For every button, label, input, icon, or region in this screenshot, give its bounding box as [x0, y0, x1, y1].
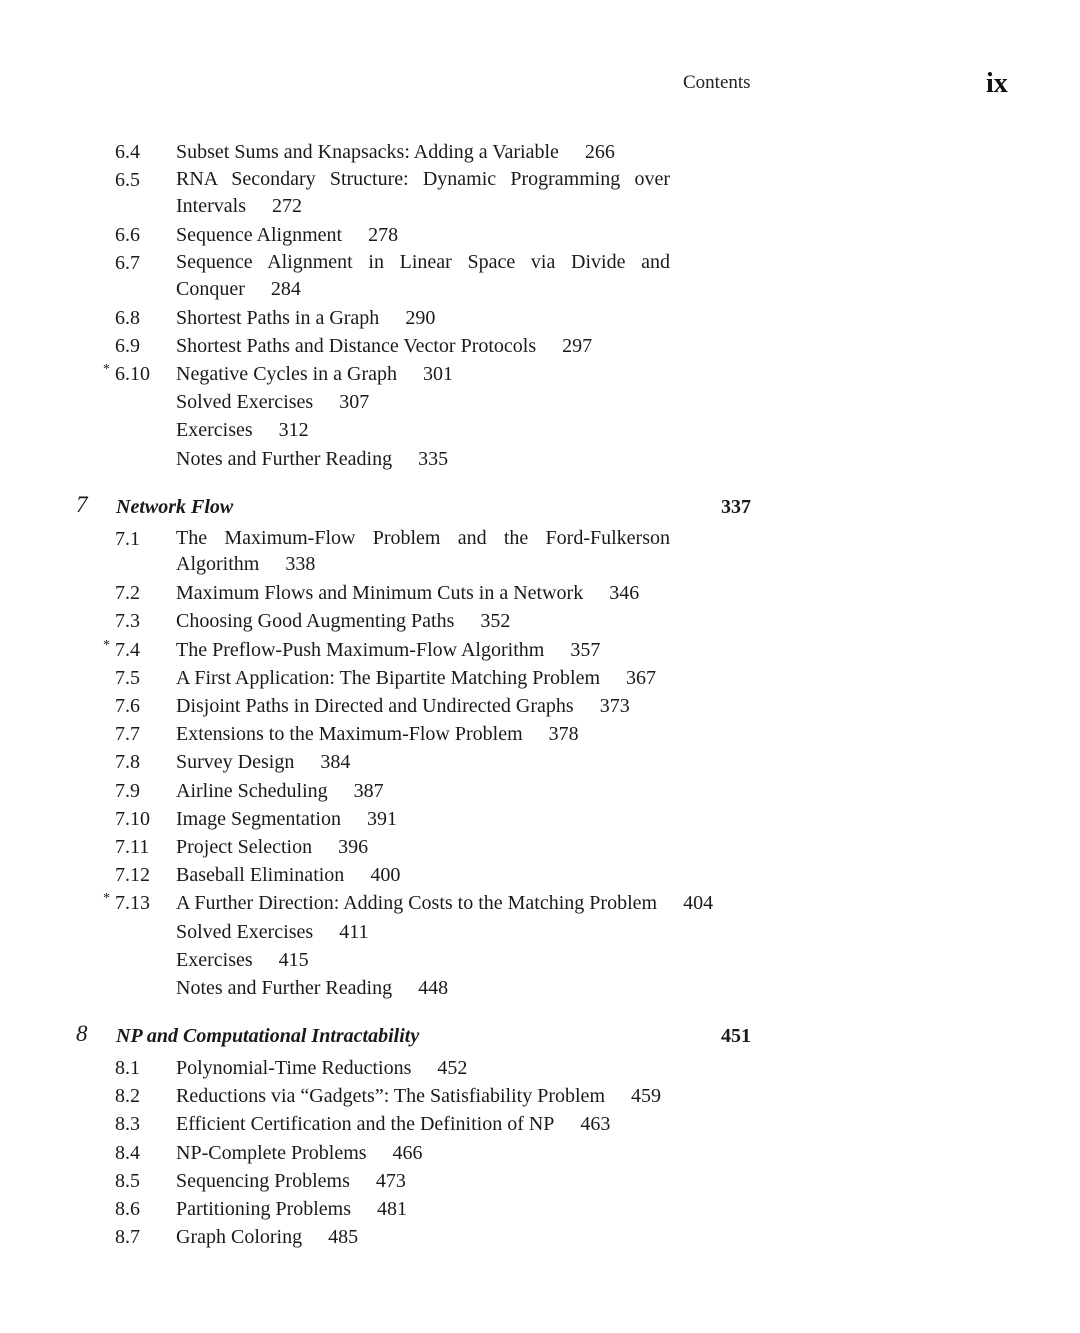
toc-entry[interactable]: [0, 249, 1080, 304]
section-number: 8.5: [115, 1169, 140, 1192]
chapter-number: 8: [76, 1021, 88, 1047]
section-page: 411: [339, 920, 369, 943]
section-title: Baseball Elimination: [176, 864, 345, 887]
toc-entry[interactable]: [0, 388, 1080, 416]
section-title-wrap: [176, 304, 435, 332]
section-title-wrap: [176, 579, 639, 607]
toc-entry[interactable]: [0, 1054, 1080, 1082]
toc-entry[interactable]: [0, 304, 1080, 332]
section-title-wrap: [176, 1054, 467, 1082]
section-number: 7.8: [115, 751, 140, 774]
section-title: Notes and Further Reading: [176, 976, 393, 999]
section-page: 352: [480, 610, 511, 633]
section-title-wrap: [176, 138, 615, 166]
section-title: Project Selection: [176, 835, 313, 858]
section-page: 338: [285, 553, 316, 576]
section-title: The Maximum-Flow Problem and the Ford-Fulkerson Algorithm: [176, 526, 670, 576]
section-title: Partitioning Problems: [176, 1198, 351, 1221]
section-page: 485: [328, 1226, 359, 1249]
section-title: Shortest Paths and Distance Vector Protocols: [176, 334, 537, 357]
section-number: 6.4: [115, 141, 140, 163]
section-number: 7.1: [115, 527, 140, 550]
section-title-wrap: [176, 1167, 406, 1195]
page-number: ix: [986, 68, 1008, 99]
section-title-wrap: [176, 221, 398, 249]
section-title: Efficient Certification and the Definition of NP: [176, 1113, 555, 1136]
toc-entry[interactable]: [0, 1139, 1080, 1167]
section-number: 7.3: [115, 610, 140, 633]
section-title-wrap: [176, 664, 656, 692]
toc-entry[interactable]: [0, 692, 1080, 720]
section-page: 290: [405, 306, 436, 329]
section-title-wrap: [176, 692, 630, 720]
optional-section-marker: *: [103, 361, 110, 377]
section-number: 7.4: [115, 638, 140, 661]
section-number: 8.4: [115, 1141, 140, 1164]
section-title: Image Segmentation: [176, 807, 341, 830]
section-title: Choosing Good Augmenting Paths: [176, 610, 455, 633]
section-title-wrap: [176, 1082, 661, 1110]
section-title: Exercises: [176, 419, 253, 442]
section-title: RNA Secondary Structure: Dynamic Programming over Intervals: [176, 168, 670, 217]
section-title-wrap: [176, 777, 384, 805]
chapter-number: 7: [76, 491, 88, 517]
section-page: 297: [562, 334, 593, 357]
section-title: Extensions to the Maximum-Flow Problem: [176, 723, 523, 746]
chapter-heading-8[interactable]: [0, 1022, 1080, 1054]
section-title-wrap: [176, 720, 579, 748]
running-head: [0, 68, 1080, 102]
section-title: The Preflow-Push Maximum-Flow Algorithm: [176, 638, 545, 661]
section-title-wrap: [176, 388, 369, 416]
section-number: 7.9: [115, 779, 140, 802]
toc-entry[interactable]: [0, 636, 1080, 664]
section-number: 8.7: [115, 1226, 140, 1249]
chapter-8-sections: [0, 1054, 1080, 1251]
section-page: 307: [339, 391, 370, 414]
section-page: 312: [278, 419, 309, 442]
chapter-6-sections: [0, 138, 1080, 473]
optional-section-marker: *: [103, 891, 110, 907]
section-title-wrap: [176, 1139, 423, 1167]
section-title-wrap: [176, 748, 350, 776]
section-title-wrap: [176, 861, 400, 889]
section-number: 6.9: [115, 334, 140, 357]
toc-entry[interactable]: [0, 579, 1080, 607]
toc-entry[interactable]: [0, 974, 1080, 1002]
section-title-wrap: [176, 946, 309, 974]
toc-entry[interactable]: [0, 607, 1080, 635]
section-title: NP-Complete Problems: [176, 1141, 367, 1164]
section-page: 378: [548, 723, 579, 746]
section-page: 272: [271, 194, 302, 217]
section-title: Exercises: [176, 948, 253, 971]
section-title: Reductions via “Gadgets”: The Satisfiability Problem: [176, 1085, 605, 1108]
section-number: 8.2: [115, 1085, 140, 1108]
section-page: 466: [392, 1141, 423, 1164]
section-number: 7.13: [115, 892, 150, 915]
section-page: 301: [423, 362, 454, 385]
section-title-wrap: [176, 1195, 407, 1223]
section-title: A First Application: The Bipartite Matching Problem: [176, 666, 601, 689]
section-page: 357: [570, 638, 601, 661]
section-title: Subset Sums and Knapsacks: Adding a Variable: [176, 141, 559, 163]
section-title-wrap: [176, 607, 510, 635]
section-page: 459: [631, 1085, 661, 1108]
section-page: 346: [609, 582, 640, 605]
toc-entry[interactable]: [0, 805, 1080, 833]
section-page: 284: [270, 277, 301, 300]
chapter-title: NP and Computational Intractability: [116, 1025, 420, 1048]
toc-entry[interactable]: [0, 1223, 1080, 1251]
section-page: 473: [375, 1169, 406, 1192]
section-title-wrap: [176, 889, 713, 917]
section-page: 396: [338, 835, 369, 858]
section-title-wrap: [176, 249, 670, 302]
section-title-wrap: [176, 1110, 610, 1138]
section-title-wrap: [176, 166, 670, 219]
section-page: 452: [437, 1057, 468, 1080]
section-title: Shortest Paths in a Graph: [176, 306, 380, 329]
section-title-wrap: [176, 360, 453, 388]
section-title-wrap: [176, 833, 368, 861]
running-title: Contents: [683, 72, 751, 93]
chapter-heading-7[interactable]: [0, 493, 1080, 525]
toc-entry[interactable]: [0, 889, 1080, 917]
toc-entry[interactable]: [0, 1167, 1080, 1195]
toc-entry[interactable]: [0, 416, 1080, 444]
section-title-wrap: [176, 525, 670, 578]
section-title: Notes and Further Reading: [176, 447, 393, 470]
section-title: Solved Exercises: [176, 391, 314, 414]
section-number: 7.7: [115, 723, 140, 746]
optional-section-marker: *: [103, 637, 110, 653]
section-number: 6.8: [115, 306, 140, 329]
section-number: 7.11: [115, 835, 150, 858]
toc-entry[interactable]: [0, 332, 1080, 360]
section-number: 7.6: [115, 695, 140, 718]
section-page: 404: [683, 892, 714, 915]
section-title: Maximum Flows and Minimum Cuts in a Network: [176, 582, 584, 605]
toc-entry[interactable]: [0, 946, 1080, 974]
toc-entry[interactable]: [0, 166, 1080, 221]
chapter-title: Network Flow: [116, 495, 234, 518]
toc-entry[interactable]: [0, 1082, 1080, 1110]
section-title-wrap: [176, 974, 448, 1002]
chapter-page: 337: [721, 495, 751, 518]
section-number: 7.2: [115, 582, 140, 605]
section-page: 448: [418, 976, 449, 999]
section-title: Sequencing Problems: [176, 1169, 350, 1192]
toc-entry[interactable]: [0, 525, 1080, 580]
section-title: Sequence Alignment: [176, 223, 343, 246]
section-page: 266: [584, 141, 615, 163]
section-page: 278: [368, 223, 399, 246]
table-of-contents: [0, 138, 1080, 1251]
section-title: A Further Direction: Adding Costs to the Matching Problem: [176, 892, 658, 915]
section-number: 6.5: [115, 169, 140, 192]
toc-entry[interactable]: [0, 138, 1080, 166]
chapter-page: 451: [721, 1025, 751, 1048]
section-number: 8.1: [115, 1057, 140, 1080]
section-title: Airline Scheduling: [176, 779, 328, 802]
toc-entry[interactable]: [0, 777, 1080, 805]
section-title-wrap: [176, 918, 368, 946]
section-page: 335: [418, 447, 449, 470]
section-page: 400: [370, 864, 401, 887]
section-title: Graph Coloring: [176, 1226, 303, 1249]
toc-entry[interactable]: [0, 833, 1080, 861]
section-title: Survey Design: [176, 751, 295, 774]
toc-entry[interactable]: [0, 664, 1080, 692]
section-page: 367: [626, 666, 657, 689]
toc-entry[interactable]: [0, 445, 1080, 473]
toc-entry[interactable]: [0, 918, 1080, 946]
section-page: 384: [320, 751, 351, 774]
section-number: 6.10: [115, 362, 150, 385]
toc-entry[interactable]: [0, 221, 1080, 249]
section-title-wrap: [176, 636, 600, 664]
toc-entry[interactable]: [0, 1195, 1080, 1223]
section-number: 6.6: [115, 223, 140, 246]
section-number: 8.6: [115, 1198, 140, 1221]
section-page: 387: [353, 779, 384, 802]
toc-entry[interactable]: [0, 720, 1080, 748]
section-number: 7.10: [115, 807, 150, 830]
section-number: 6.7: [115, 251, 140, 274]
chapter-7-sections: [0, 525, 1080, 1002]
section-number: 7.5: [115, 666, 140, 689]
section-page: 415: [278, 948, 309, 971]
section-page: 391: [366, 807, 397, 830]
section-title: Negative Cycles in a Graph: [176, 362, 398, 385]
section-number: 8.3: [115, 1113, 140, 1136]
section-title: Solved Exercises: [176, 920, 314, 943]
section-page: 463: [580, 1113, 611, 1136]
section-page: 373: [599, 695, 630, 718]
section-title: Polynomial-Time Reductions: [176, 1057, 412, 1080]
section-title-wrap: [176, 1223, 358, 1251]
section-title-wrap: [176, 416, 309, 444]
section-title: Disjoint Paths in Directed and Undirected Graphs: [176, 695, 574, 718]
section-title: Sequence Alignment in Linear Space via Divide and Conquer: [176, 250, 670, 300]
toc-entry[interactable]: [0, 861, 1080, 889]
toc-entry[interactable]: [0, 360, 1080, 388]
toc-entry[interactable]: [0, 1110, 1080, 1138]
section-title-wrap: [176, 445, 448, 473]
section-title-wrap: [176, 332, 592, 360]
section-number: 7.12: [115, 864, 150, 887]
toc-entry[interactable]: [0, 748, 1080, 776]
section-title-wrap: [176, 805, 397, 833]
section-page: 481: [377, 1198, 407, 1221]
